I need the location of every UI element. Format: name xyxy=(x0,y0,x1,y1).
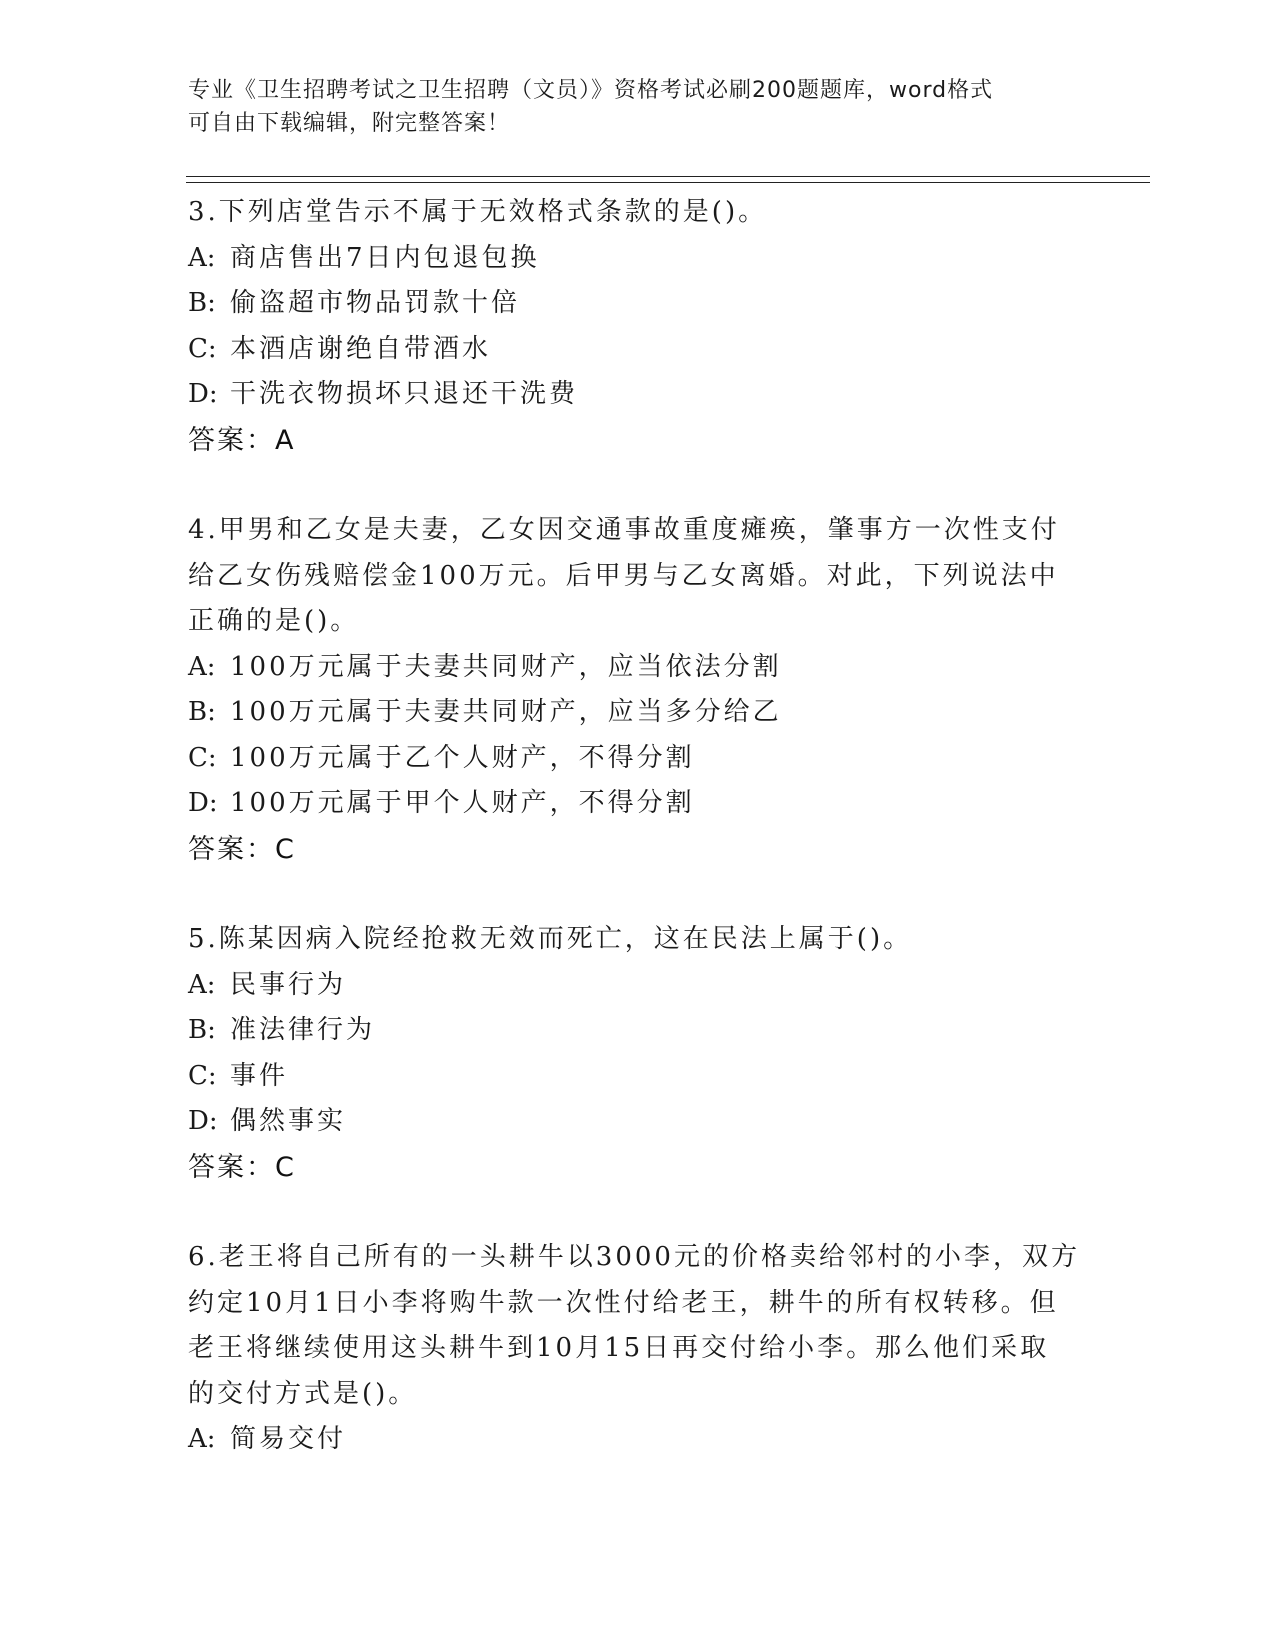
option-a xyxy=(188,645,1088,691)
option-b xyxy=(188,690,1088,736)
option-letter: D: xyxy=(188,1106,218,1136)
answer-line: 答案：C xyxy=(188,1151,296,1183)
option-text: 本酒店谢绝自带酒水 xyxy=(230,333,492,364)
option-a xyxy=(188,1417,1088,1463)
option-d xyxy=(188,1099,1088,1145)
header-line-2: 可自由下载编辑，附完整答案！ xyxy=(188,111,511,136)
option-d xyxy=(188,781,1088,827)
question-stem-line: 3.下列店堂告示不属于无效格式条款的是()。 xyxy=(188,197,768,227)
question-stem-line: 给乙女伤残赔偿金100万元。后甲男与乙女离婚。对此，下列说法中 xyxy=(188,560,1059,591)
option-a xyxy=(188,963,1088,1009)
option-b xyxy=(188,1008,1088,1054)
question-3 xyxy=(188,190,1088,463)
option-text: 准法律行为 xyxy=(230,1015,376,1045)
question-5 xyxy=(188,917,1088,1190)
option-text: 干洗衣物损坏只退还干洗费 xyxy=(230,379,579,409)
spacer xyxy=(188,872,1088,917)
header-line-1: 专业《卫生招聘考试之卫生招聘（文员）》资格考试必刷200题题库，word格式 xyxy=(188,78,994,103)
option-text: 偶然事实 xyxy=(230,1106,347,1136)
option-letter: C: xyxy=(188,742,217,773)
option-text: 事件 xyxy=(230,1060,289,1091)
option-c xyxy=(188,1054,1088,1100)
option-letter: A: xyxy=(188,651,216,682)
header-divider-bottom xyxy=(186,182,1150,183)
question-stem-line: 约定10月1日小李将购牛款一次性付给老王，耕牛的所有权转移。但 xyxy=(188,1287,1059,1318)
option-letter: C: xyxy=(188,1060,217,1091)
question-stem-line: 的交付方式是()。 xyxy=(188,1378,418,1409)
header-divider-top xyxy=(186,176,1150,177)
option-b xyxy=(188,281,1088,327)
option-text: 100万元属于甲个人财产，不得分割 xyxy=(230,788,695,818)
option-letter: A: xyxy=(188,242,216,273)
option-text: 100万元属于夫妻共同财产，应当多分给乙 xyxy=(230,697,782,727)
option-letter: B: xyxy=(188,1015,216,1045)
option-c xyxy=(188,736,1088,782)
question-stem-line: 6.老王将自己所有的一头耕牛以3000元的价格卖给邻村的小李，双方 xyxy=(188,1242,1080,1272)
option-c xyxy=(188,327,1088,373)
question-list xyxy=(188,190,1088,1463)
option-text: 民事行为 xyxy=(230,969,347,1000)
option-letter: C: xyxy=(188,333,217,364)
option-text: 简易交付 xyxy=(230,1424,347,1454)
question-stem-line: 4.甲男和乙女是夫妻，乙女因交通事故重度瘫痪，肇事方一次性支付 xyxy=(188,515,1060,545)
option-letter: D: xyxy=(188,788,218,818)
option-text: 偷盗超市物品罚款十倍 xyxy=(230,288,521,318)
option-letter: D: xyxy=(188,379,218,409)
answer-line: 答案：A xyxy=(188,424,296,456)
option-text: 100万元属于乙个人财产，不得分割 xyxy=(230,742,695,773)
spacer xyxy=(188,463,1088,508)
option-a xyxy=(188,236,1088,282)
option-letter: B: xyxy=(188,288,216,318)
question-stem-line: 正确的是()。 xyxy=(188,606,360,636)
question-4 xyxy=(188,508,1088,872)
option-text: 商店售出7日内包退包换 xyxy=(230,242,540,273)
question-6 xyxy=(188,1235,1088,1463)
question-stem-line: 5.陈某因病入院经抢救无效而死亡，这在民法上属于()。 xyxy=(188,924,913,954)
document-header xyxy=(188,74,1068,140)
option-letter: A: xyxy=(188,969,216,1000)
answer-line: 答案：C xyxy=(188,833,296,865)
question-stem-line: 老王将继续使用这头耕牛到10月15日再交付给小李。那么他们采取 xyxy=(188,1333,1050,1363)
option-letter: B: xyxy=(188,697,216,727)
option-text: 100万元属于夫妻共同财产，应当依法分割 xyxy=(230,651,782,682)
option-d xyxy=(188,372,1088,418)
spacer xyxy=(188,1190,1088,1235)
option-letter: A: xyxy=(188,1424,216,1454)
